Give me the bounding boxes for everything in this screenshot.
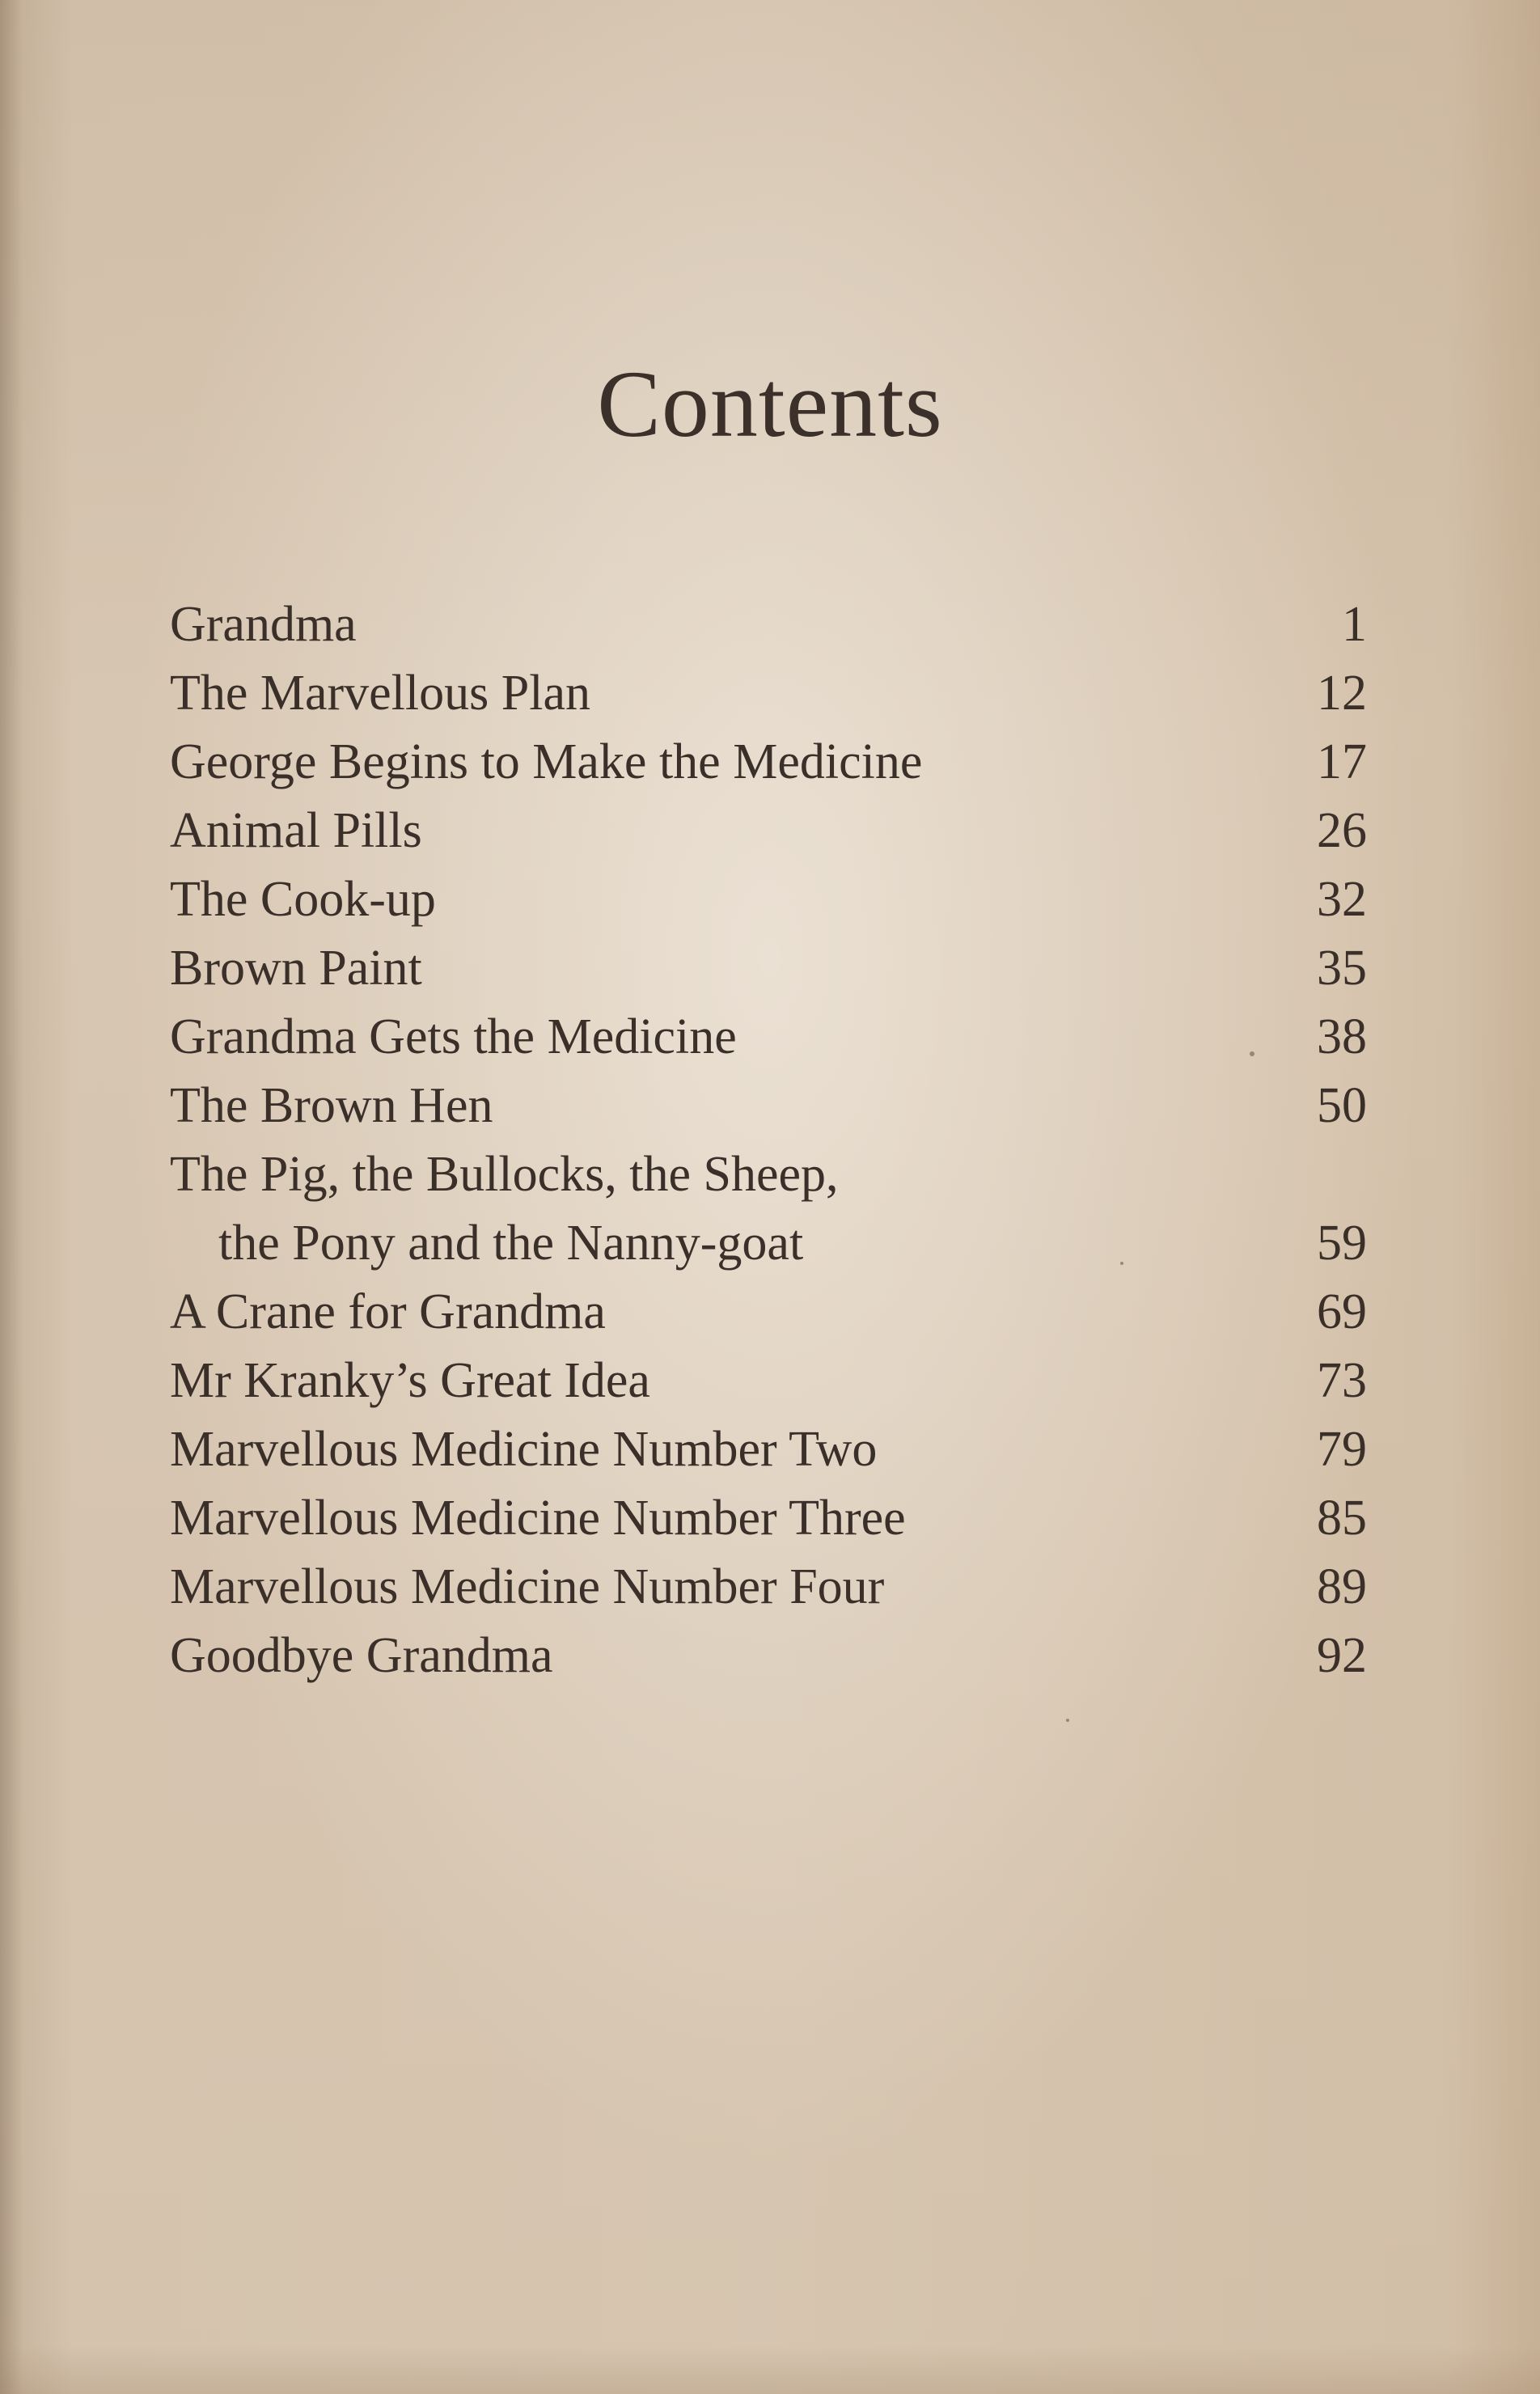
toc-entry-page: 1 <box>1342 597 1367 652</box>
toc-entry-title: Mr Kranky’s Great Idea <box>170 1353 650 1408</box>
toc-entry-title: Marvellous Medicine Number Three <box>170 1491 906 1546</box>
toc-entry <box>170 1347 1367 1415</box>
toc-entry-page: 59 <box>1317 1216 1367 1271</box>
toc-entry-title: The Cook-up <box>170 872 436 927</box>
toc-entry-page: 12 <box>1317 666 1367 721</box>
toc-entry-title: A Crane for Grandma <box>170 1284 606 1339</box>
toc-entry <box>170 1072 1367 1140</box>
toc-entry-page: 85 <box>1317 1491 1367 1546</box>
paper-speck <box>1120 1262 1123 1265</box>
toc-entry <box>170 1278 1367 1347</box>
table-of-contents <box>170 590 1367 1690</box>
toc-entry-title: Marvellous Medicine Number Four <box>170 1559 885 1614</box>
toc-entry-title: The Brown Hen <box>170 1078 493 1133</box>
toc-entry-page: 17 <box>1317 734 1367 789</box>
toc-entry <box>170 659 1367 728</box>
toc-entry <box>170 934 1367 1003</box>
toc-entry <box>170 728 1367 797</box>
toc-entry <box>170 590 1367 659</box>
toc-entry-page: 92 <box>1317 1628 1367 1683</box>
toc-entry-title: Goodbye Grandma <box>170 1628 553 1683</box>
toc-entry-page: 26 <box>1317 803 1367 858</box>
page-bottom-shade <box>0 2345 1540 2394</box>
toc-entry-page: 69 <box>1317 1284 1367 1339</box>
toc-entry <box>170 1003 1367 1072</box>
toc-entry-page: 35 <box>1317 941 1367 996</box>
toc-entry-page: 32 <box>1317 872 1367 927</box>
toc-entry-page: 73 <box>1317 1353 1367 1408</box>
toc-entry <box>170 1140 1367 1278</box>
toc-entry-page: 79 <box>1317 1422 1367 1477</box>
toc-entry-title: Animal Pills <box>170 803 422 858</box>
toc-entry-title: George Begins to Make the Medicine <box>170 734 923 789</box>
toc-entry-title-block <box>170 1140 839 1278</box>
toc-entry-page: 38 <box>1317 1009 1367 1064</box>
toc-entry-title: The Marvellous Plan <box>170 666 591 721</box>
toc-entry <box>170 1484 1367 1553</box>
toc-entry-page: 89 <box>1317 1559 1367 1614</box>
paper-speck <box>1250 1051 1254 1056</box>
toc-entry-title: Grandma Gets the Medicine <box>170 1009 737 1064</box>
toc-entry <box>170 865 1367 934</box>
toc-entry-title: Brown Paint <box>170 941 422 996</box>
toc-entry-title-continuation: the Pony and the Nanny-goat <box>218 1216 804 1271</box>
toc-entry-title: Marvellous Medicine Number Two <box>170 1422 878 1477</box>
toc-entry-title: The Pig, the Bullocks, the Sheep, <box>170 1147 839 1202</box>
page-title: Contents <box>597 351 943 457</box>
toc-entry-page: 50 <box>1317 1078 1367 1133</box>
toc-entry <box>170 797 1367 865</box>
toc-entry <box>170 1553 1367 1622</box>
toc-entry <box>170 1415 1367 1484</box>
paper-speck <box>1066 1719 1069 1722</box>
toc-entry <box>170 1622 1367 1690</box>
toc-entry-title: Grandma <box>170 597 357 652</box>
